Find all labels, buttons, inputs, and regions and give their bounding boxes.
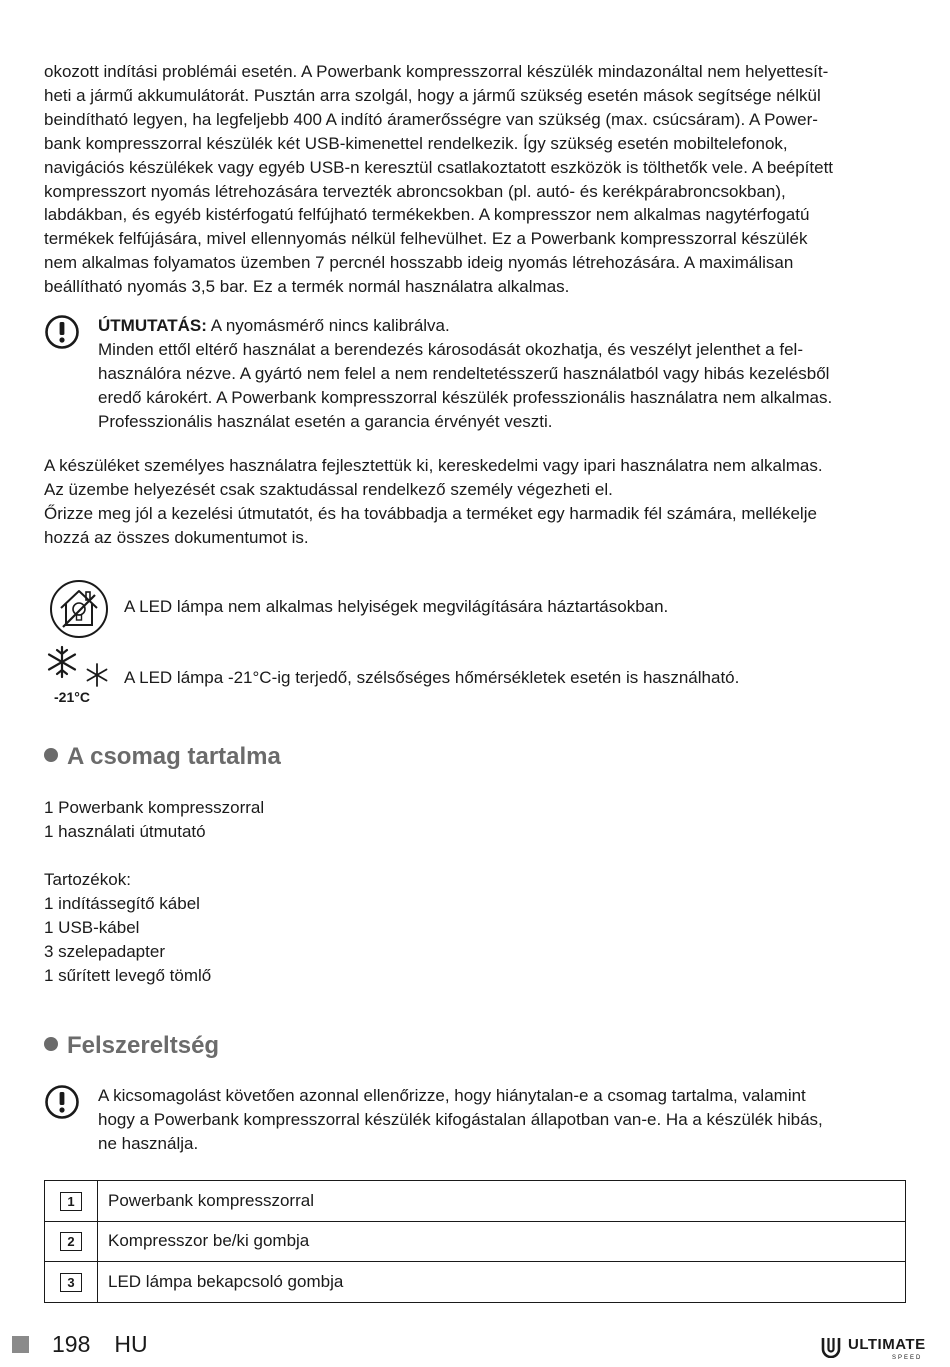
- exclamation-icon: [44, 314, 80, 350]
- bullet-dot: [44, 1037, 58, 1051]
- part-label: Powerbank kompresszorral: [98, 1181, 906, 1222]
- part-number-cell: [45, 1221, 98, 1262]
- section-heading-package: [44, 743, 281, 771]
- part-number-cell: [45, 1262, 98, 1303]
- brand-name: ULTIMATE: [848, 1336, 926, 1353]
- part-number: 2: [60, 1232, 82, 1251]
- text-line: eredő károkért. A Powerbank kompresszorral készülék professzionális használatra nem alkalmas.: [98, 387, 833, 407]
- text-line: bank kompresszorral készülék két USB-kimenettel rendelkezik. Így szükség esetén mobiltelefonok,: [44, 133, 788, 153]
- brand-logo: [820, 1336, 942, 1362]
- brand-mark-icon: [820, 1336, 842, 1358]
- text-line: beállítható nyomás 3,5 bar. Ez a termék normál használatra alkalmas.: [44, 277, 570, 297]
- text-line: Professzionális használat esetén a garancia érvényét veszti.: [98, 411, 553, 431]
- text-line: hozzá az összes dokumentumot is.: [44, 527, 309, 547]
- bullet-dot: [44, 748, 58, 762]
- note-text: [98, 314, 918, 434]
- section-title: Felszereltség: [67, 1032, 220, 1059]
- footer-square: [12, 1336, 29, 1353]
- note-text: [98, 1084, 918, 1156]
- accessories-list: [44, 868, 211, 988]
- text-line: navigációs készülékek vagy egyéb USB-n keresztül csatlakoztatott eszközök is tölthetők vele. A beépített: [44, 157, 834, 177]
- text-line: kompresszort nyomás létrehozására tervezték abroncsokban (pl. autó- és kerékpárabroncsokban),: [44, 181, 786, 201]
- language-code: HU: [114, 1331, 148, 1357]
- accessories-title: Tartozékok:: [44, 870, 131, 889]
- part-number: 3: [60, 1273, 82, 1292]
- temperature-label: -21°C: [54, 689, 90, 705]
- parts-table: [44, 1180, 906, 1303]
- footer-page-info: [52, 1331, 148, 1358]
- note-first-line: A nyomásmérő nincs kalibrálva.: [206, 316, 450, 335]
- note-label: ÚTMUTATÁS:: [98, 316, 207, 335]
- page-number: 198: [52, 1331, 91, 1357]
- part-label: LED lámpa bekapcsoló gombja: [98, 1262, 906, 1303]
- list-item: 1 USB-kábel: [44, 917, 140, 937]
- part-number: 1: [60, 1192, 82, 1211]
- text-line: Az üzembe helyezését csak szaktudással rendelkező személy végezheti el.: [44, 479, 613, 499]
- table-row: [45, 1181, 906, 1222]
- brand-subtitle: SPEED: [892, 1355, 923, 1361]
- part-label: Kompresszor be/ki gombja: [98, 1221, 906, 1262]
- led-household-text: A LED lámpa nem alkalmas helyiségek megvilágítására háztartásokban.: [124, 597, 669, 616]
- text-line: Őrizze meg jól a kezelési útmutatót, és ha továbbadja a terméket egy harmadik fél számára, mellékelje: [44, 503, 817, 523]
- text-line: termékek felfújására, mivel ellennyomás nélkül felhevülhet. Ez a Powerbank kompresszorral készülék: [44, 229, 808, 249]
- table-row: [45, 1262, 906, 1303]
- snowflake-icon: [44, 644, 84, 684]
- intro-paragraph: [44, 60, 914, 299]
- text-line: labdákban, és egyéb kistérfogatú felfújható termékekben. A kompresszor nem alkalmas nagytérfogatú: [44, 205, 810, 225]
- text-line: nem alkalmas folyamatos üzemben 7 percnél hosszabb ideig nyomás létrehozására. A maximálisan: [44, 253, 794, 273]
- snowflake-small-icon: [84, 662, 110, 688]
- text-line: hogy a Powerbank kompresszorral készülék kifogástalan állapotban van-e. Ha a készülék hibás,: [98, 1109, 823, 1129]
- list-item: 1 Powerbank kompresszorral: [44, 798, 265, 817]
- text-line: okozott indítási problémái esetén. A Powerbank kompresszorral készülék mindazonáltal nem helyettesít-: [44, 62, 829, 81]
- part-number-cell: [45, 1181, 98, 1222]
- text-line: Minden ettől eltérő használat a berendezés károsodását okozhatja, és veszélyt jelenthet a fel-: [98, 339, 803, 359]
- text-line: A készüléket személyes használatra fejlesztettük ki, kereskedelmi vagy ipari használatra nem alkalmas.: [44, 456, 823, 475]
- exclamation-icon: [44, 1084, 80, 1120]
- list-item: 1 indítássegítő kábel: [44, 893, 200, 913]
- led-cold-text: A LED lámpa -21°C-ig terjedő, szélsőséges hőmérsékletek esetén is használható.: [124, 668, 740, 687]
- section-heading-equipment: [44, 1032, 219, 1060]
- text-line: ne használja.: [98, 1133, 199, 1153]
- text-line: A kicsomagolást követően azonnal ellenőrizze, hogy hiánytalan-e a csomag tartalma, valamint: [98, 1086, 806, 1105]
- list-item: 3 szelepadapter: [44, 941, 165, 961]
- table-row: [45, 1221, 906, 1262]
- list-item: 1 sűrített levegő tömlő: [44, 965, 212, 985]
- package-contents-list: [44, 796, 264, 844]
- text-line: heti a jármű akkumulátorát. Pusztán arra szolgál, hogy a jármű szükség esetén mások segítsége nélkül: [44, 85, 821, 105]
- house-lamp-icon: [48, 578, 110, 640]
- section-title: A csomag tartalma: [67, 743, 281, 770]
- usage-paragraph: [44, 454, 914, 550]
- text-line: használóra nézve. A gyártó nem felel a nem rendeltetésszerű használatból vagy hibás kezelésből: [98, 363, 830, 383]
- text-line: beindítható legyen, ha legfeljebb 400 A indító áramerősségre van szükség (max. csúcsáram). A Power-: [44, 109, 818, 129]
- list-item: 1 használati útmutató: [44, 821, 206, 841]
